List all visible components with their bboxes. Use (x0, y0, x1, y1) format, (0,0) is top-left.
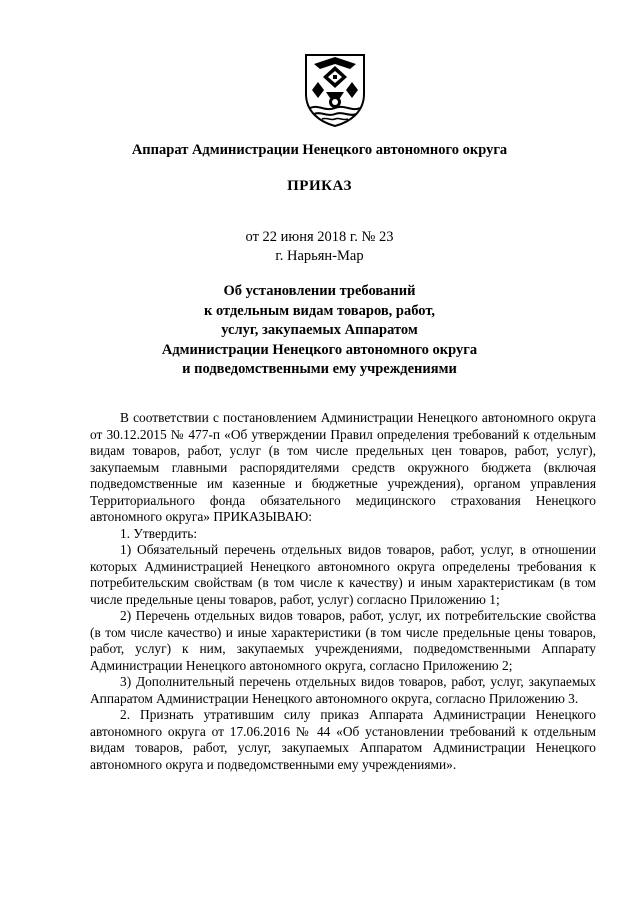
order-date-number: от 22 июня 2018 г. № 23 (245, 229, 394, 245)
clause-2: 2. Признать утратившим силу приказ Аппарата Администрации Ненецкого автономного округа от 17.06.2016 № 44 «Об установлении требований к отдельным видам товаров, работ, услуг, закупаемых Аппаратом Администрации Ненецкого автономного округа и подведомственными ему учреждениями». (90, 707, 596, 772)
clause-1: 1. Утвердить: (120, 525, 198, 541)
subject-line: услуг, закупаемых Аппаратом (221, 322, 418, 338)
subject-line: Администрации Ненецкого автономного округа (161, 341, 478, 358)
order-body (90, 410, 596, 773)
document-type: ПРИКАЗ (287, 178, 352, 194)
subject-line: Об установлении требований (223, 283, 416, 299)
order-subject (0, 282, 639, 380)
clause-1-2: 2) Перечень отдельных видов товаров, работ, услуг, их потребительские свойства (в том числе качество) и иные характеристики (в том числе предельные цены товаров, работ, услуг) к ним, закупаемых учреждениями, подведомственными Аппарату Администрации Ненецкого автономного округа, согласно Приложению 2; (90, 608, 596, 673)
order-city: г. Нарьян-Мар (275, 248, 364, 264)
coat-of-arms-icon (302, 52, 368, 128)
subject-line: и подведомственными ему учреждениями (182, 361, 457, 377)
agency-name: Аппарат Администрации Ненецкого автономного округа (131, 142, 508, 158)
preamble-paragraph: В соответствии с постановлением Администрации Ненецкого автономного округа от 30.12.2015 № 477-п «Об утверждении Правил определения требований к отдельным видам товаров, работ, услуг (в том числе предельных цен товаров, работ, услуг), закупаемым главными распорядителями средств окружного бюджета (включая подведомственные им казенные и бюджетные учреждения), органом управления Территориального фонда обязательного медицинского страхования Ненецкого автономного округа» ПРИКАЗЫВАЮ: (90, 410, 596, 524)
clause-1-1: 1) Обязательный перечень отдельных видов товаров, работ, услуг, в отношении которых Администрацией Ненецкого автономного округа определены требования к потребительским свойствам (в том числе к качеству) и иным характеристикам (в том числе предельные цены товаров, работ, услуг) согласно Приложению 1; (90, 542, 596, 607)
subject-line: к отдельным видам товаров, работ, (203, 302, 436, 319)
clause-1-3: 3) Дополнительный перечень отдельных видов товаров, работ, услуг, закупаемых Аппаратом Администрации Ненецкого автономного округа, согласно Приложению 3. (90, 674, 596, 706)
